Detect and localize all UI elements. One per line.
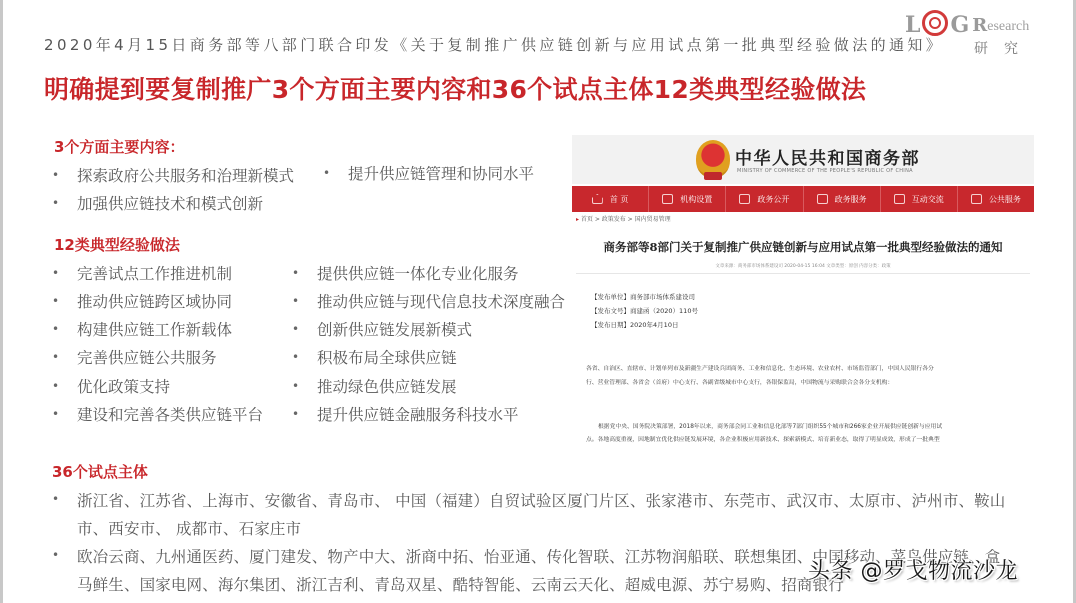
mofcom-site-title: 中华人民共和国商务部 [735, 149, 920, 169]
article-divider [576, 273, 1030, 274]
practice-item: • 优化政策支持 [52, 378, 171, 396]
bullet-icon: • [292, 266, 300, 280]
nav-organization[interactable]: 机构设置 [649, 186, 726, 212]
bullet-icon: • [52, 294, 60, 308]
practice-item: • 提升供应链金融服务科技水平 [292, 406, 519, 424]
logo-research-text: esearch [987, 19, 1030, 34]
mofcom-webpage-screenshot [572, 135, 1034, 445]
practice-item: • 构建供应链工作新载体 [52, 321, 233, 339]
article-title: 商务部等8部门关于复制推广供应链创新与应用试点第一批典型经验做法的通知 [603, 240, 1003, 254]
pilot-companies-line: 马鲜生、国家电网、海尔集团、浙江吉利、青岛双星、酷特智能、云南云天化、超威电源、苏宁易购、招商银行 [77, 576, 844, 594]
pilot-cities-line: 市、西安市、 成都市、石家庄市 [77, 520, 302, 538]
mofcom-site-title-en: MINISTRY OF COMMERCE OF THE PEOPLE'S REPUBLIC OF CHINA [737, 168, 913, 174]
bullet-icon: • [52, 350, 60, 364]
bullet-icon: • [292, 407, 300, 421]
article-meta: 文章来源：商务部市场体系建设司 2020-04-15 16:04 文章类型：原创 内容分类：政策 [715, 264, 891, 269]
bullet-icon: • [52, 266, 60, 280]
logo-letter-r: R [972, 15, 988, 36]
bullet-icon: • [52, 196, 60, 210]
practice-item: • 创新供应链发展新模式 [292, 321, 473, 339]
article-body-line: 各省、自治区、直辖市、计划单列市及新疆生产建设兵团商务、工业和信息化、生态环境、农业农村、市场监管部门，中国人民银行各分 [586, 366, 934, 372]
mofcom-breadcrumb: ▸ 首页 > 政策发布 > 国内贸易管理 [576, 216, 671, 223]
national-emblem-icon [696, 140, 730, 178]
nav-government-services[interactable]: 政务服务 [804, 186, 881, 212]
logr-research-logo [905, 8, 1035, 58]
logo-letter-l: L [905, 12, 921, 38]
slide-title: 明确提到要复制推广3个方面主要内容和36个试点主体12类典型经验做法 [44, 75, 867, 104]
bullet-icon: • [52, 492, 60, 506]
bullet-icon: • [292, 350, 300, 364]
monitor-icon [817, 194, 828, 204]
practice-item: • 推动供应链跨区域协同 [52, 293, 233, 311]
nav-public-services[interactable]: 公共服务 [958, 186, 1034, 212]
aspect-item: • 提升供应链管理和协同水平 [323, 165, 535, 183]
article-body-line: 根据党中央、国务院决策部署，2018年以来，商务部会同工业和信息化部等7部门组织55个城市和266家企业开展供应链创新与应用试 [598, 424, 943, 430]
bullet-icon: • [292, 322, 300, 336]
aspect-item: • 加强供应链技术和模式创新 [52, 195, 264, 213]
practice-item: • 推动绿色供应链发展 [292, 378, 457, 396]
article-body-line: 点。各地高度重视，因地制宜优化供应链发展环境，各企业积极应用新技术、探索新模式、培育新业态，取得了明显成效，形成了一批典型 [586, 437, 940, 443]
article-info-number: 【发布文号】商建函（2020）110号 [591, 307, 698, 315]
practice-item: • 完善供应链公共服务 [52, 349, 217, 367]
chevron-right-icon: ▸ [576, 216, 581, 223]
home-icon [592, 194, 603, 204]
service-icon [971, 194, 982, 204]
bullet-icon: • [52, 168, 60, 182]
practice-item: • 建设和完善各类供应链平台 [52, 406, 264, 424]
pilots-heading: 36个试点主体 [52, 463, 148, 481]
mofcom-header [572, 135, 1034, 184]
bullet-icon: • [52, 407, 60, 421]
bullet-icon: • [52, 322, 60, 336]
aspect-item: • 探索政府公共服务和治理新模式 [52, 167, 295, 185]
slide-left-border [0, 0, 3, 603]
bullet-icon: • [292, 379, 300, 393]
bullet-icon: • [323, 166, 331, 180]
slide-subtitle: 2020年4月15日商务部等八部门联合印发《关于复制推广供应链创新与应用试点第一批典型经验做法的通知》 [44, 36, 945, 54]
bullet-icon: • [52, 379, 60, 393]
chat-icon [894, 194, 905, 204]
article-body-line: 行、营业管理部、各省会（首府）中心支行、各副省级城市中心支行，各银保监局，中国物流与采购联合会各分支机构： [586, 380, 894, 386]
toutiao-watermark: 头条 @罗戈物流沙龙 [808, 559, 1018, 584]
practice-item: • 完善试点工作推进机制 [52, 265, 233, 283]
building-icon [662, 194, 673, 204]
logo-letter-g: G [950, 12, 970, 38]
nav-government-affairs[interactable]: 政务公开 [726, 186, 803, 212]
pilot-cities-line: 浙江省、江苏省、上海市、安徽省、青岛市、 中国（福建）自贸试验区厦门片区、张家港市、东莞市、武汉市、太原市、泸州市、鞍山 [77, 492, 1006, 510]
mofcom-nav [572, 186, 1034, 212]
article-info-date: 【发布日期】2020年4月10日 [591, 321, 679, 329]
pilot-companies-line: 欧冶云商、九州通医药、厦门建发、物产中大、浙商中拓、怡亚通、传化智联、江苏物润船联、联想集团、中国移动、菜鸟供应链、盒 [77, 548, 1001, 566]
practices-heading: 12类典型经验做法 [54, 236, 180, 254]
bullet-icon: • [292, 294, 300, 308]
target-ring-icon [922, 10, 948, 36]
practice-item: • 推动供应链与现代信息技术深度融合 [292, 293, 566, 311]
practice-item: • 积极布局全球供应链 [292, 349, 457, 367]
logo-cn-text: 研究 [974, 41, 1034, 57]
bullet-icon: • [52, 548, 60, 562]
practice-item: • 提供供应链一体化专业化服务 [292, 265, 519, 283]
nav-interaction[interactable]: 互动交流 [881, 186, 958, 212]
document-icon [739, 194, 750, 204]
aspects-heading: 3个方面主要内容： [54, 138, 185, 156]
article-info-unit: 【发布单位】商务部市场体系建设司 [591, 293, 695, 301]
nav-home[interactable]: 首 页 [572, 186, 649, 212]
